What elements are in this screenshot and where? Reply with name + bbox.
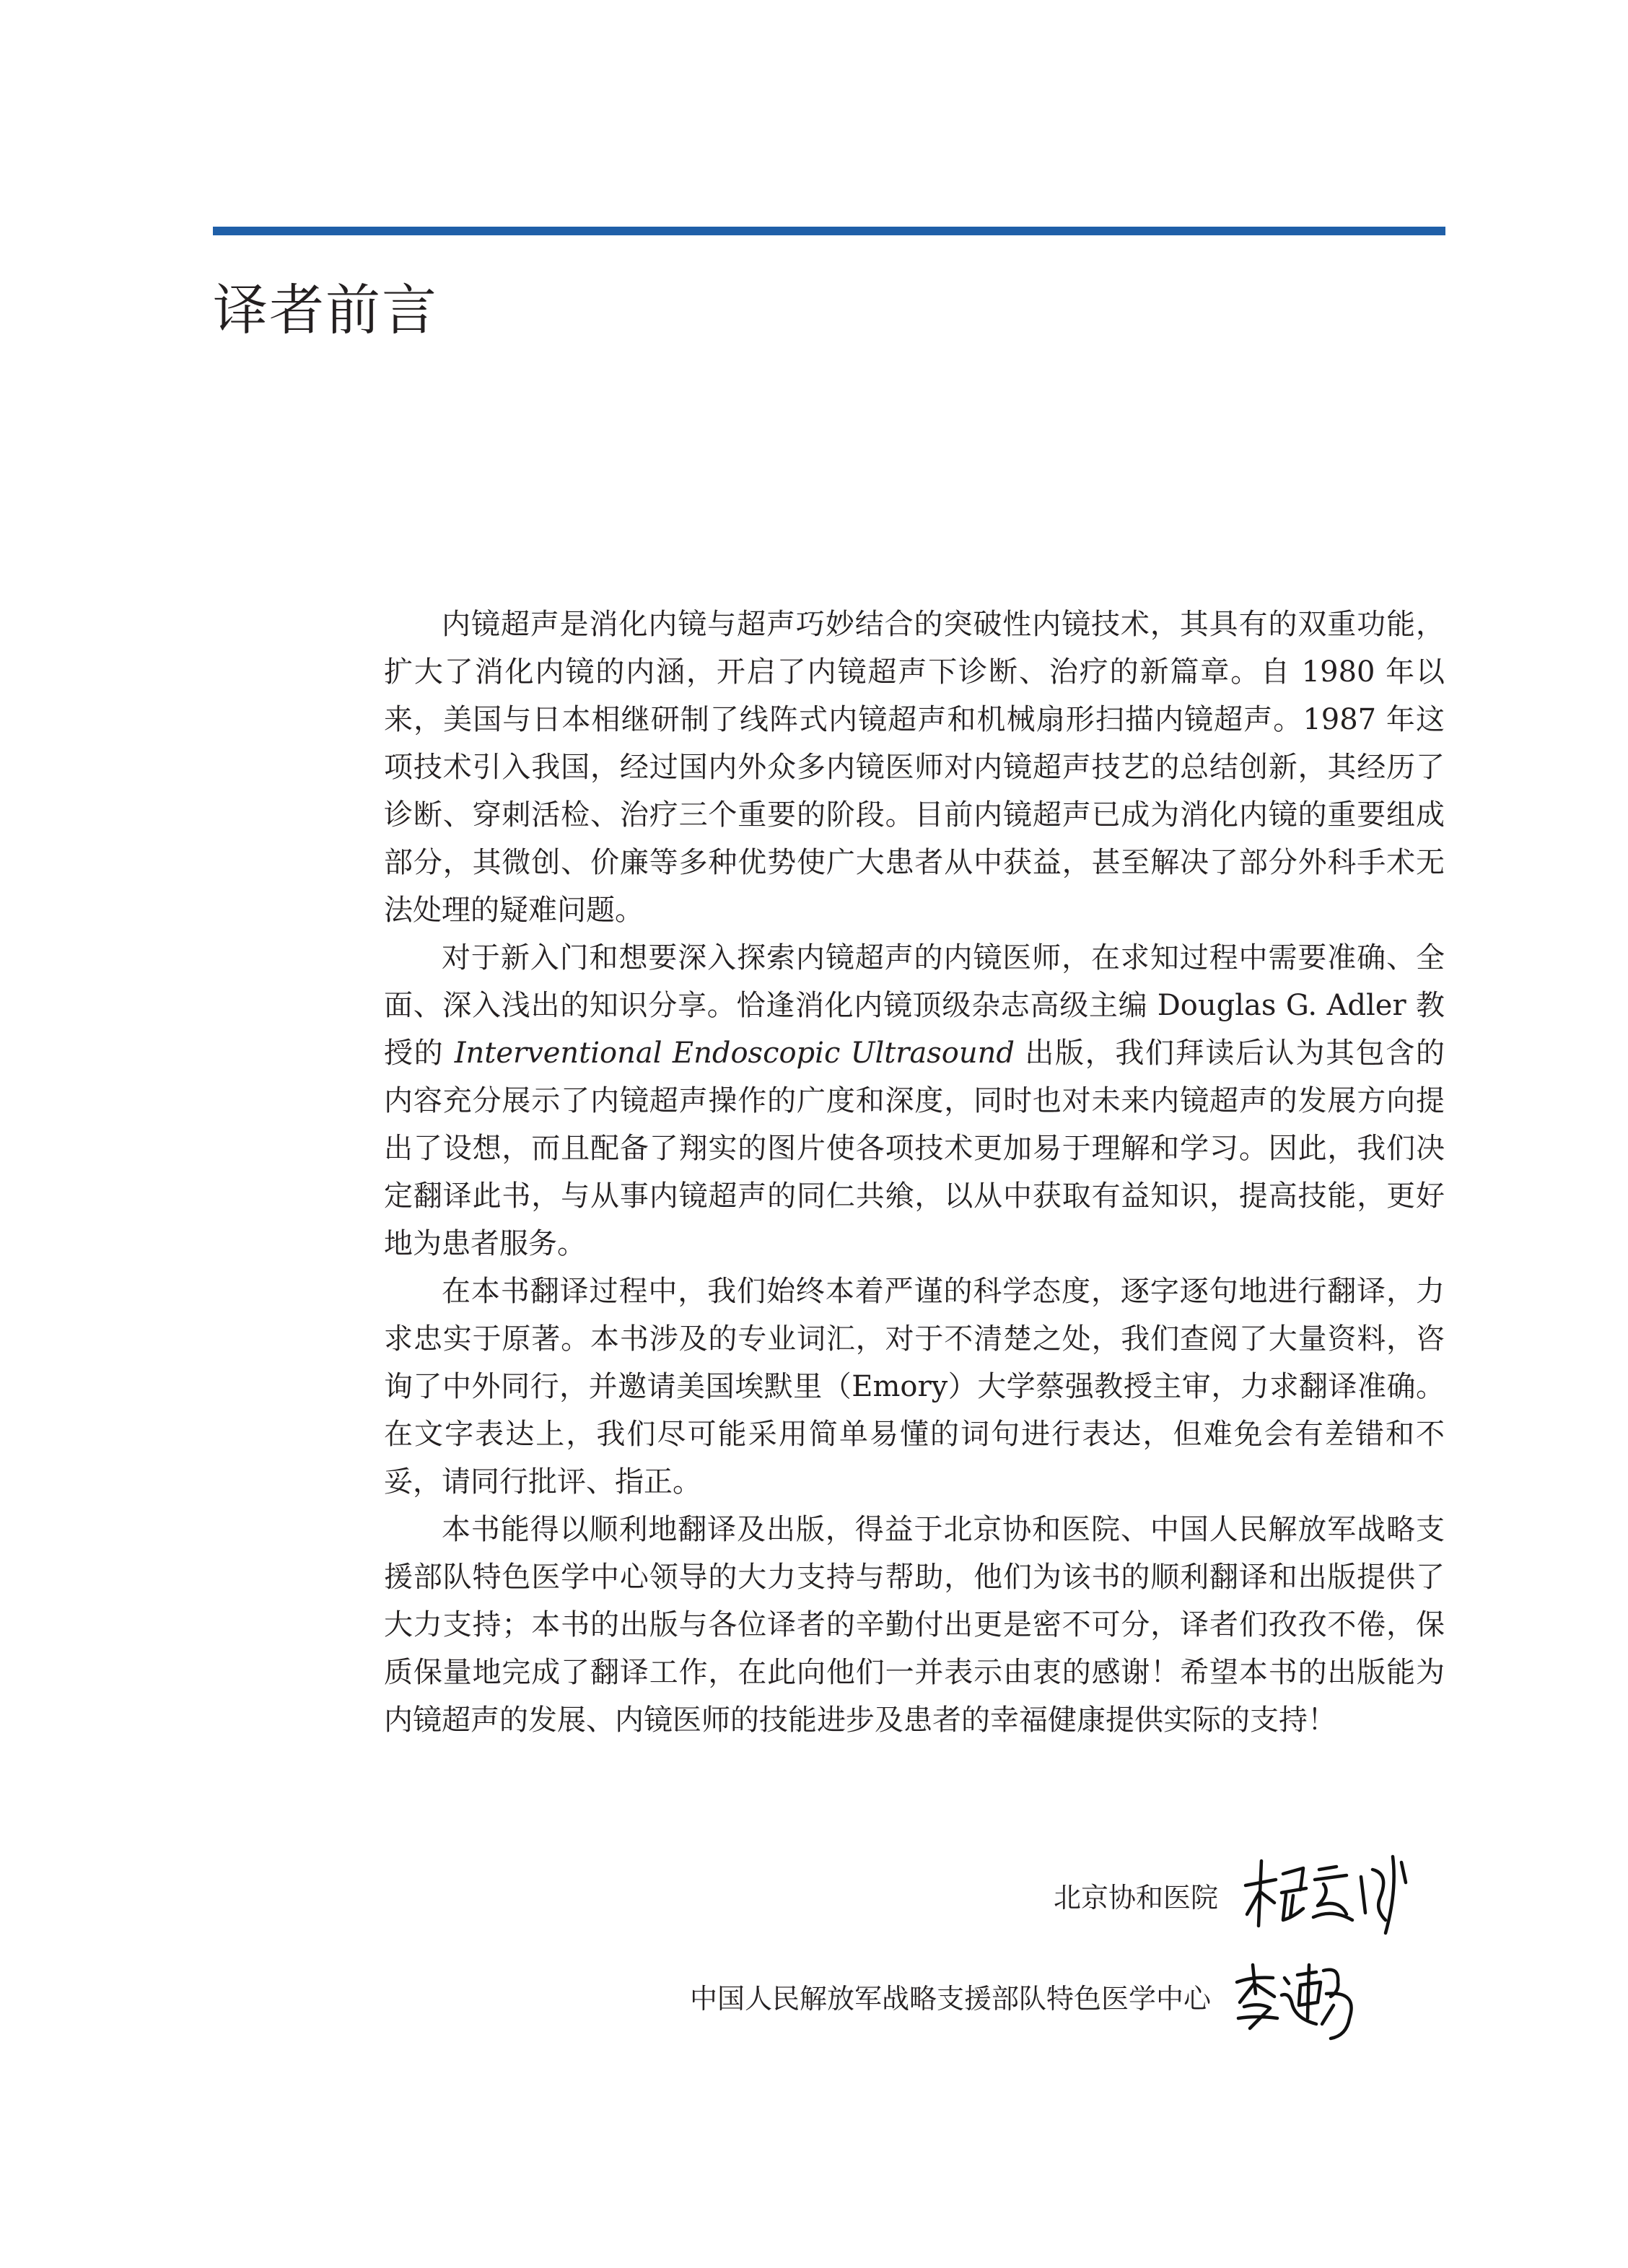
paragraph-1: 内镜超声是消化内镜与超声巧妙结合的突破性内镜技术，其具有的双重功能，扩大了消化内镜的内涵，开启了内镜超声下诊断、治疗的新篇章。自 1980 年以来，美国与日本相继研制了线阵式内镜超声和机械扇形扫描内镜超声。1987 年这项技术引入我国，经过国内外众多内镜医师对内镜超声技艺的总结创新，其经历了诊断、穿刺活检、治疗三个重要的阶段。目前内镜超声已成为消化内镜的重要组成部分，其微创、价廉等多种优势使广大患者从中获益，甚至解决了部分外科手术无法处理的疑难问题。 bbox=[384, 608, 1445, 927]
top-rule bbox=[213, 227, 1445, 235]
institution-1: 北京协和医院 bbox=[1053, 1881, 1218, 1914]
paragraph-2 bbox=[384, 934, 1445, 1268]
page-title: 译者前言 bbox=[213, 278, 438, 342]
paragraph-2-end: 出版，我们拜读后认为其包含的内容充分展示了内镜超声操作的广度和深度，同时也对未来内镜超声的发展方向提出了设想，而且配备了翔实的图片使各项技术更加易于理解和学习。因此，我们决定翻译此书，与从事内镜超声的同仁共飨，以从中获取有益知识，提高技能，更好地为患者服务。 bbox=[384, 1037, 1445, 1260]
institution-2: 中国人民解放军战略支援部队特色医学中心 bbox=[689, 1982, 1211, 2015]
handwritten-signature-2 bbox=[1231, 1949, 1368, 2043]
book-title: Interventional Endoscopic Ultrasound bbox=[454, 1037, 1015, 1070]
handwritten-signature-1 bbox=[1238, 1848, 1412, 1942]
signature-row-1 bbox=[1054, 1848, 1412, 1942]
preface-body bbox=[384, 601, 1445, 1744]
signature-row-2 bbox=[690, 1949, 1368, 2043]
paragraph-3: 在本书翻译过程中，我们始终本着严谨的科学态度，逐字逐句地进行翻译，力求忠实于原著。本书涉及的专业词汇，对于不清楚之处，我们查阅了大量资料，咨询了中外同行，并邀请美国埃默里（Emory）大学蔡强教授主审，力求翻译准确。在文字表达上，我们尽可能采用简单易懂的词句进行表达，但难免会有差错和不妥，请同行批评、指正。 bbox=[384, 1275, 1445, 1499]
paragraph-4: 本书能得以顺利地翻译及出版，得益于北京协和医院、中国人民解放军战略支援部队特色医学中心领导的大力支持与帮助，他们为该书的顺利翻译和出版提供了大力支持；本书的出版与各位译者的辛勤付出更是密不可分，译者们孜孜不倦，保质保量地完成了翻译工作，在此向他们一并表示由衷的感谢！希望本书的出版能为内镜超声的发展、内镜医师的技能进步及患者的幸福健康提供实际的支持！ bbox=[384, 1513, 1445, 1737]
paragraph-2-start: 对于新入门和想要深入探索内镜超声的内镜医师，在求知过程中需要准确、全面、深入浅出的知识分享。恰逢消化内镜顶级杂志高级主编 Douglas G. Adler 教授的 bbox=[384, 941, 1445, 1070]
